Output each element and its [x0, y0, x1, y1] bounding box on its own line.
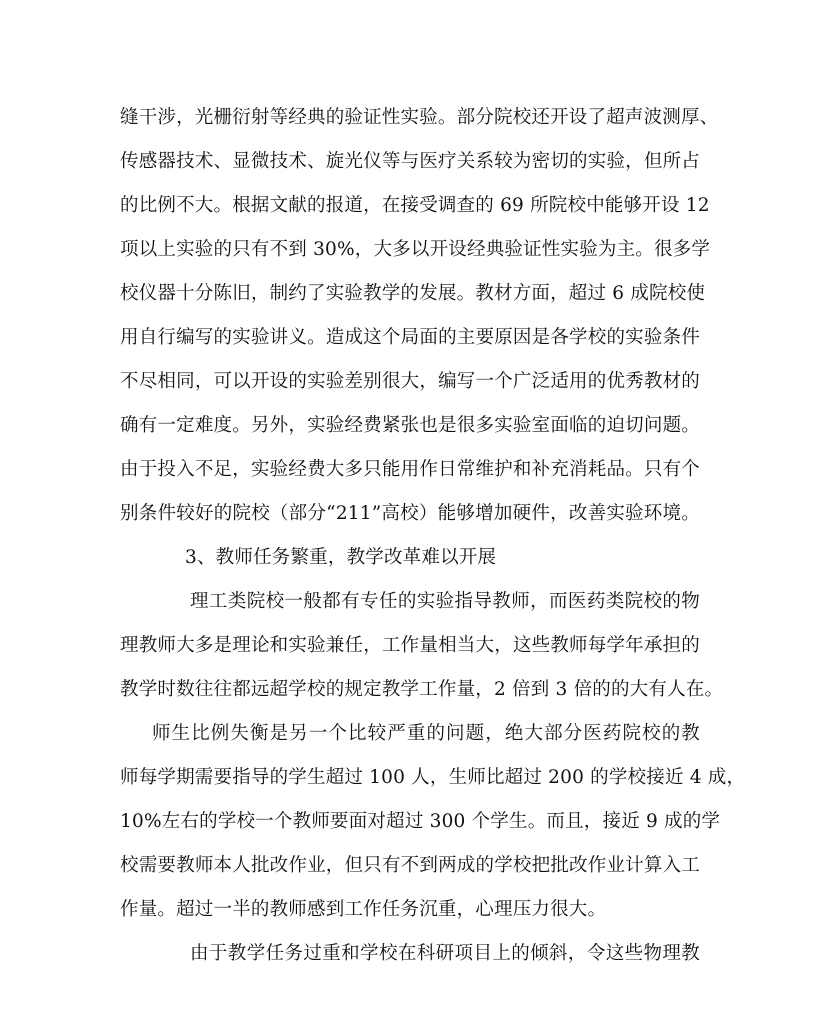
- body-text-line: 由于教学任务过重和学校在科研项目上的倾斜，令这些物理教: [190, 943, 700, 964]
- body-text-line: 缝干涉，光栅衍射等经典的验证性实验。部分院校还开设了超声波测厚、: [120, 107, 719, 128]
- body-text-line: 理工类院校一般都有专任的实验指导教师，而医药类院校的物: [190, 591, 700, 612]
- body-text-line: 师生比例失衡是另一个比较严重的问题，绝大部分医药院校的教: [152, 723, 700, 744]
- body-text-line: 传感器技术、显微技术、旋光仪等与医疗关系较为密切的实验，但所占: [120, 151, 700, 172]
- body-text-line: 不尽相同，可以开设的实验差别很大，编写一个广泛适用的优秀教材的: [120, 371, 700, 392]
- body-text-line: 别条件较好的院校（部分“211”高校）能够增加硬件，改善实验环境。: [120, 503, 700, 524]
- body-text-line: 校需要教师本人批改作业，但只有不到两成的学校把批改作业计算入工: [120, 855, 700, 876]
- section-heading: 3、教师任务繁重，教学改革难以开展: [185, 547, 497, 568]
- body-text-line: 校仪器十分陈旧，制约了实验教学的发展。教材方面，超过 6 成院校使: [120, 283, 706, 304]
- body-text-line: 10%左右的学校一个教师要面对超过 300 个学生。而且，接近 9 成的学: [120, 811, 721, 832]
- body-text-line: 教学时数往往都远超学校的规定教学工作量，2 倍到 3 倍的的大有人在。: [120, 679, 724, 700]
- body-text-line: 项以上实验的只有不到 30%，大多以开设经典验证性实验为主。很多学: [120, 239, 711, 260]
- body-text-line: 由于投入不足，实验经费大多只能用作日常维护和补充消耗品。只有个: [120, 459, 700, 480]
- body-text-line: 用自行编写的实验讲义。造成这个局面的主要原因是各学校的实验条件: [120, 327, 700, 348]
- body-text-line: 的比例不大。根据文献的报道，在接受调查的 69 所院校中能够开设 12: [120, 195, 710, 216]
- body-text-line: 师每学期需要指导的学生超过 100 人，生师比超过 200 的学校接近 4 成，: [120, 767, 746, 788]
- body-text-line: 作量。超过一半的教师感到工作任务沉重，心理压力很大。: [120, 899, 607, 920]
- body-text-line: 确有一定难度。另外，实验经费紧张也是很多实验室面临的迫切问题。: [120, 415, 700, 436]
- body-text-line: 理教师大多是理论和实验兼任，工作量相当大，这些教师每学年承担的: [120, 635, 700, 656]
